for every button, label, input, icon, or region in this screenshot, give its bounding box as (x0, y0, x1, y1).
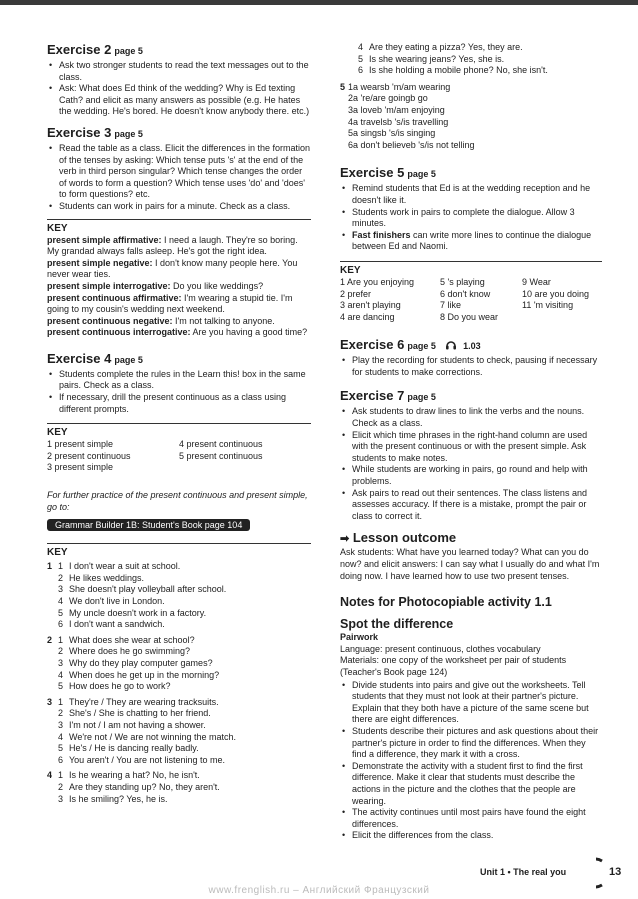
list-item: • Elicit which time phrases in the right-hand column are used with the present continuous or with the present simple. Ask students to make notes. (340, 430, 602, 465)
arrow-icon: ➡ (340, 533, 350, 546)
key-continued: 4 Are they eating a pizza? Yes, they are. 5 Is she wearing jeans? Yes, she is. 6 Is she holding a mobile phone? No, she isn't. (358, 42, 548, 76)
key-section-2: 2 1 What does she wear at school? 2 Where does he go swimming? 3 Why do they play computer games? 4 When does he get up in the morning? 5 How does he go to work? (47, 634, 220, 692)
list-item: • Demonstrate the activity with a student first to find the first difference. Make it clear that students must describe the actions in the picture and the clothes that the people are wearing. (340, 761, 602, 807)
further-practice: For further practice of the present continuous and present simple, go to: (47, 490, 308, 512)
page-number: 13 (596, 857, 630, 889)
key-heading: KEY (47, 427, 68, 439)
exercise-4-list (47, 369, 311, 415)
key-entry: present simple affirmative: I need a laugh. They're so boring. My grandad always falls asleep. He's got the right idea. (47, 234, 298, 257)
exercise-4-heading: Exercise 4 page 5 (47, 350, 143, 366)
exercise-5-list (340, 183, 602, 253)
lesson-outcome-heading: ➡ Lesson outcome (340, 530, 457, 546)
watermark: www.frenglish.ru – Английский Французский (208, 885, 430, 896)
unit-footer: Unit 1 • The real you (480, 867, 567, 877)
exercise-3-list (47, 143, 311, 213)
key-box-4 (340, 261, 602, 323)
list-item: • Fast finishers can write more lines to continue the dialogue between Ed and Naomi. (340, 230, 602, 253)
key-entry: present simple negative: I don't know many people here. You never wear ties. (47, 257, 298, 280)
list-item: • Play the recording for students to check, pausing if necessary for students to make corrections. (340, 355, 602, 378)
list-item: • Read the table as a class. Elicit the differences in the formation of the tenses by asking: Which tense puts 's' at the end of the verb in third person singular? Which tense changes the order of words to form a question? Which tense uses 'do' and 'does' to form questions? etc. (47, 143, 311, 201)
exercise-7-list (340, 406, 602, 522)
notes-heading: Notes for Photocopiable activity 1.1 (340, 595, 552, 610)
list-item: • The activity continues until most pairs have found the eight differences. (340, 807, 602, 830)
notes-list (340, 680, 602, 842)
list-item: • Remind students that Ed is at the wedding reception and he doesn't like it. (340, 183, 602, 206)
key-heading: KEY (340, 264, 361, 276)
notes-subheading: Spot the difference (340, 617, 454, 632)
key-item: 1 present simple (47, 439, 114, 450)
exercise-6-heading: Exercise 6 page 5 1.03 (340, 337, 481, 353)
key-item: 4 are dancing (340, 311, 395, 322)
key-item: 2 prefer (340, 288, 372, 299)
top-bar (0, 0, 638, 5)
list-item: • Ask: What does Ed think of the wedding? Why is Ed texting Cath? and elicit as many answers as possible (e.g. He hates the wedding. He's bored. He doesn't know anybody there. etc.) (47, 83, 311, 118)
exercise-2-list (47, 60, 311, 118)
lesson-outcome-text: Ask students: What have you learned today? What can you do now? and elicit answers: I can say what I usually do and what I'm doing now. I have learned how to use two present tenses. (340, 547, 600, 581)
list-item: • Students work in pairs to complete the dialogue. Allow 3 minutes. (340, 207, 602, 230)
headphones-icon (445, 339, 457, 351)
key-item: 8 Do you wear (440, 311, 499, 322)
key-heading: KEY (47, 222, 68, 234)
key-item: 3 present simple (47, 462, 114, 473)
key-item: 9 Wear (522, 276, 551, 287)
list-item: • Students can work in pairs for a minute. Check as a class. (47, 201, 311, 213)
list-item: • Divide students into pairs and give out the worksheets. Tell students that they must not look at their partner's picture. Explain that they both have a picture of the same scene but there are eight differences. (340, 680, 602, 726)
list-item: • Students complete the rules in the Learn this! box in the same pairs. Check as a class. (47, 369, 311, 392)
key-section-4: 4 1 Is he wearing a hat? No, he isn't. 2 Are they standing up? No, they aren't. 3 Is he smiling? Yes, he is. (47, 770, 220, 804)
key-entry: present simple interrogative: Do you like weddings? (47, 280, 264, 291)
key-entry: present continuous interrogative: Are you having a good time? (47, 327, 308, 338)
key-section-1: 1 1 I don't wear a suit at school. 2 He likes weddings. 3 She doesn't play volleyball after school. 4 We don't live in London. 5 My uncle doesn't work in a factory. 6 I don't want a sandwich. (47, 561, 227, 630)
right-column (340, 42, 602, 842)
exercise-7-heading: Exercise 7 page 5 (340, 388, 436, 404)
exercise-5-heading: Exercise 5 page 5 (340, 165, 436, 181)
list-item: • Ask students to draw lines to link the verbs and the nouns. Check as a class. (340, 406, 602, 429)
key-item: 1 Are you enjoying (340, 276, 415, 287)
key-item: 6 don't know (440, 288, 491, 299)
key-section-3: 3 1 They're / They are wearing tracksuits. 2 She's / She is chatting to her friend. 3 I'm not / I am not having a shower. 4 We're not / We are not winning the match. 5 He's / He is dancing really badly. 6 You aren't / You are not listening to me. (47, 696, 236, 765)
language-line: Language: present continuous, clothes vocabulary (340, 643, 541, 654)
key-section-5: 5 1a wears b 'm/am wearing 2a 're/are going b go 3a love b 'm/am enjoying 4a travels b 's/is travelling 5a sings b 's/is singing 6a don't believe b 's/is not telling (340, 81, 475, 150)
key-heading: KEY (47, 547, 68, 559)
key-item: 5 's playing (440, 276, 485, 287)
exercise-3-heading: Exercise 3 page 5 (47, 124, 143, 140)
materials-line: Materials: one copy of the worksheet per pair of students (Teacher's Book page 124) (340, 655, 567, 677)
pairwork-label: Pairwork (340, 632, 379, 643)
key-box-3 (47, 543, 311, 805)
key-item: 11 'm visiting (522, 300, 574, 311)
exercise-2-heading: Exercise 2 page 5 (47, 42, 143, 57)
list-item: • While students are working in pairs, go round and help with problems. (340, 464, 602, 487)
key-entry: present continuous affirmative: I'm wearing a stupid tie. I'm going to my cousin's wedding next weekend. (47, 292, 293, 315)
key-item: 10 are you doing (522, 288, 590, 299)
list-item: • Elicit the differences from the class. (340, 830, 602, 842)
list-item: • Ask two stronger students to read the text messages out to the class. (47, 60, 311, 83)
list-item: • If necessary, drill the present continuous as a class using different prompts. (47, 392, 311, 415)
grammar-builder-label: Grammar Builder 1B: Student's Book page 104 (47, 519, 250, 531)
list-item: • Students describe their pictures and ask questions about their partner's picture in order to find the differences. When they find a difference, they mark it with a cross. (340, 726, 602, 761)
key-item: 3 aren't playing (340, 300, 401, 311)
list-item: • Ask pairs to read out their sentences. The class listens and assesses accuracy. If there is a mistake, prompt the pair or class to correct it. (340, 488, 602, 523)
left-column (47, 42, 311, 805)
key-item: 5 present continuous (179, 450, 263, 461)
exercise-6-list (340, 355, 602, 378)
key-box-2 (47, 423, 311, 474)
key-box-1 (47, 219, 311, 339)
key-entry: present continuous negative: I'm not talking to anyone. (47, 315, 275, 326)
key-item: 7 like (440, 300, 462, 311)
key-item: 4 present continuous (179, 439, 263, 450)
audio-track: 1.03 (463, 341, 481, 352)
key-item: 2 present continuous (47, 450, 131, 461)
